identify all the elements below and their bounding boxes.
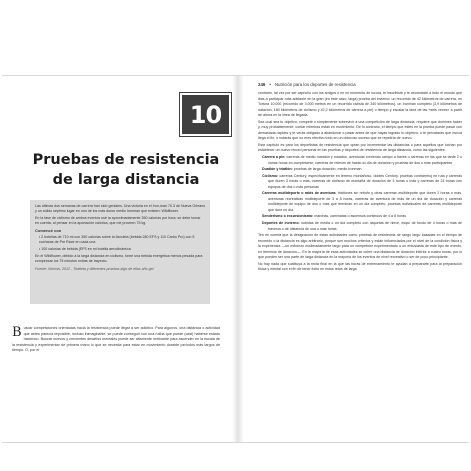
list-entry-multideporte — [258, 191, 462, 213]
page-edge-top — [2, 75, 469, 76]
chapter-title — [20, 150, 232, 190]
callout-list-item-2: • 100 calorías de bebida (EFS en mi botella aerodinámica — [39, 247, 131, 251]
entry-text: marchas, caminatas o ascensos continuos de 4 a 8 horas — [314, 214, 407, 219]
entry-text: pruebas de larga duración, medio Ironman — [293, 167, 362, 172]
entry-text: subidas de media o un día completo con raquetas de nieve, esquí de fondo de 4 horas o más de travesía o de distancia de una o más horas — [268, 221, 463, 231]
callout-closing: En el Wildflower, debido a la larga distancia en ciclismo, tomé una bebida energética menos pesada para compensar los 75 minutos extras de trayecto. — [35, 254, 203, 263]
chapter-number: 10 — [189, 100, 222, 129]
list-entry-senderismo — [258, 214, 462, 220]
entry-label: Deportes de invierno: — [262, 221, 300, 226]
entry-label: Duatlón y triatlón: — [262, 167, 293, 172]
page-edge-bottom — [2, 442, 469, 443]
entry-text: carreras de medio maratón y maratón, aventuras corriendo campo a través o carreras en las que se tarde 2 o varias horas en completarse, carreras de relevos de hasta un día de duración y pruebas de dos o más participantes — [268, 155, 463, 165]
sidebar-callout-box — [30, 200, 210, 304]
entry-label: Senderismo o excursionismo: — [262, 214, 314, 219]
entry-label: Ciclismo: — [262, 173, 279, 178]
chapter-title-line-1: Pruebas de resistencia — [32, 152, 220, 168]
right-paragraph-5: No hay nada que sustituya a la recta final en la que las horas de entrenamiento te ayudan a prepararte para la preparación física y mental con el fin de tener éxito en estos retos de larga — [258, 261, 462, 272]
right-paragraph-2: Sea cual sea tu objetivo, competir o simplemente sobrevivir a una competición de larga distancia, requiere que domines haber y, muy probablemente, contar mientras estás en movimiento. De lo contrario, el tiempo que estés en la prueba puede pasar con demasiada rapidez y te verás obligado a abandonar o pasar antes de que hayas logrado tu objetivo, o te percatarás que nunca llega el fin, o notarás que no eres efectivo todo en un doloroso suceso que se repetiría de nuevo. — [258, 119, 462, 141]
callout-heading: Comencé con — [35, 228, 62, 233]
callout-plan: En la fase de ciclismo de ambos eventos usé la aproximadamente 350 calorías por hora; se debe tomar en cuenta, al pensar en la aportación calórica, que me proveen 75 kg. — [35, 216, 201, 225]
entry-label: Carrera a pie: — [262, 155, 286, 160]
left-body-text — [12, 326, 220, 354]
running-head-separator: • — [269, 81, 271, 87]
chapter-title-line-2: de larga distancia — [52, 172, 200, 188]
entry-text: triatlones sin rebufo y otras carreras multideporte que duren 2 horas o más, aventuras recreativas multideporte de 3 a 8 horas, carreras de aventura de más de un día de duración y carreras multideporte de equipo de dos o más que terminan en un día completo, pruebas individuales de carreras multideporte que dure un día — [268, 191, 463, 212]
entry-label: Carreras multideporte o raids de aventura: — [262, 191, 337, 196]
page-gutter — [232, 76, 244, 442]
chapter-number-box — [180, 93, 231, 136]
running-head — [258, 80, 464, 88]
list-entry-invierno — [258, 221, 462, 232]
right-paragraph-4: Ten en cuenta que la designación de estas actividades como pruebas de resistencia de rango largo basadas en el tiempo de recorrido o la distancia es algo arbitrario, porque son muchos criterios y están influenciados por el nivel de la condición física y la experiencia —un esfuerzo moderadamente largo para un competidor experimentado o un entusiasta de este tipo de evento, en términos de duración—. En la mayoría de esas actividades se cubre una distancia de duración inferior a cuatro horas, por lo que pueden ser una parte de larga distancia en la mayoría de los eventos de nivel recreativo o ser de poco principiante. — [258, 233, 462, 260]
callout-intro: Las últimas dos semanas de carrera han sido geniales. Una victoria en el Iron-man 70.3 de Nueva Orleans y un sólido séptimo lugar en uno de los más duros medio Ironman que existen: Wildflower. — [35, 204, 205, 213]
right-paragraph-3: Este capítulo es para los deportistas de resistencia que optan por incrementar las distancias o para aquellos que luchan por establecer un nuevo récord personal en las pruebas y deportes de resistencia de larga distancia, como las siguientes: — [258, 142, 462, 153]
callout-source: Fuente: Nichols, 2012 - Triatleta y diferentes pruebas algo de ellos año gel — [35, 267, 154, 271]
right-paragraph-1: contrario, tal vez por ser capricho con los amigos o en un momento de locura, te inscribiste y te anunciaste a todo el mundo que ibas a participar más adelante en la gran (en este caso, larga) prueba del invierno: un recorrido de 42 kilómetros de carrera, un Tortura 10.000 (recorrido de 3.000 metros en un recorrido ciclista de 340 kilómetros), un Ironman completo (3,9 kilómetros de natación, 180 kilómetros de ciclismo y 42,2 kilómetros de carrera a pie) o tiempo y escalar la idea de las «seis veces» a partir de ahora en la línea de llegada. — [258, 91, 462, 118]
list-entry-carrera — [258, 155, 462, 166]
drop-cap: B — [12, 325, 22, 340]
list-entry-duatlon — [258, 167, 462, 173]
running-head-title: Nutrición para los deportes de resistencia — [274, 81, 356, 87]
entry-text: carreras Century, específicamente en terreno montañoso, dobles Century, pruebas contrarreloj en ruta y carreras que duren 3 horas o más, carreras de ciclismo de montaña de duración de 3 horas o más y carreras de 24 horas con equipos de dos o más personas — [268, 173, 463, 189]
left-body-paragraph — [12, 326, 220, 354]
page-number: 246 — [258, 81, 266, 87]
left-body-content: uscar competiciones orientadas hacia la resistencia puede llegar a ser adictivo. Para algunos, una distancia o actividad que antes parecía imposible, incluso inimaginable, se puede conseguir con una rutina que puede (casi) haberse estado haciendo. Buscar nuevos y crecientes desafíos mentales puede ser altamente motivante para ascender en la escala de la resistencia y experimentar de primera mano lo que se necesita para estar en movimiento durante períodos más largos de tiempo. O, por el — [12, 326, 220, 353]
callout-list-item-1: • 2 botellas de 710 ml con 350 calorías sobre la bicicleta (bebida 280 EFS y 110 Carbo Pro) con 5 cucharas de Pre Race en cada una — [39, 235, 195, 244]
right-body-text — [258, 91, 462, 274]
list-entry-ciclismo — [258, 174, 462, 191]
